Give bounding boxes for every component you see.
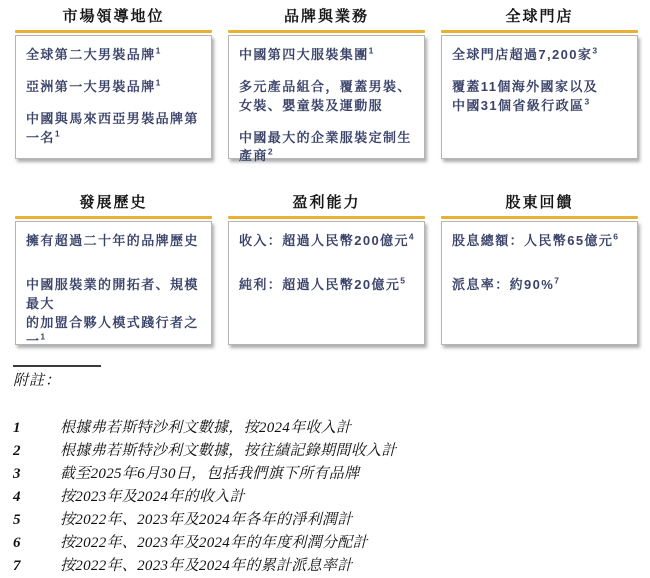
footnotes-divider-line <box>13 365 101 367</box>
footnote-item <box>13 440 638 463</box>
card-point <box>239 46 416 65</box>
highlight-card <box>15 6 212 159</box>
card-title: 全球門店 <box>505 8 574 25</box>
card-point <box>26 78 203 97</box>
highlight-card <box>441 192 638 345</box>
card-title: 股東回饋 <box>505 194 574 211</box>
card-body-box <box>228 35 425 164</box>
card-point-line: 的加盟合夥人模式踐行者之一 <box>26 314 199 349</box>
highlight-card <box>228 6 425 164</box>
footnote-reference: 3 <box>592 45 598 56</box>
card-point <box>26 110 203 148</box>
footnote-text: 根據弗若斯特沙利文數據，按往績記錄期間收入計 <box>60 443 397 459</box>
card-title: 市場領導地位 <box>62 8 165 25</box>
card-body-box <box>15 35 212 159</box>
card-point-line: 中國31個省級行政區 <box>452 97 585 113</box>
card-point <box>239 232 416 251</box>
card-point <box>239 78 416 116</box>
card-point <box>26 232 203 251</box>
card-point <box>452 276 629 295</box>
card-point-line: 中國與馬來西亞男裝品牌第一名 <box>26 110 199 145</box>
footnote-text: 截至2025年6月30日，包括我們旗下所有品牌 <box>60 466 360 482</box>
footnote-item <box>13 555 638 578</box>
footnote-item <box>13 532 638 555</box>
footnote-text: 按2022年、2023年及2024年的累計派息率計 <box>60 558 353 574</box>
footnote-item <box>13 486 638 509</box>
footnote-item <box>13 509 638 532</box>
footnote-reference: 1 <box>155 77 161 88</box>
highlight-cards-row-1 <box>15 6 650 164</box>
card-body-box <box>441 221 638 345</box>
footnote-reference: 1 <box>54 128 60 139</box>
footnote-item <box>13 463 638 486</box>
highlight-cards-row-2 <box>15 192 650 349</box>
card-point-line: 中國第四大服裝集團 <box>239 47 369 62</box>
card-point-line: 多元產品組合，覆蓋男裝、 <box>239 78 412 94</box>
footnote-reference: 4 <box>408 231 414 242</box>
highlight-card <box>441 6 638 159</box>
card-gold-underline <box>441 30 638 33</box>
footnote-number: 6 <box>13 535 21 551</box>
footnote-number: 7 <box>13 558 21 574</box>
footnote-number: 3 <box>13 466 21 482</box>
card-point-line: 收入：超過人民幣200億元 <box>239 233 409 248</box>
card-point <box>26 276 203 351</box>
footnote-reference: 5 <box>400 275 405 286</box>
footnote-reference: 6 <box>613 231 618 242</box>
card-point <box>452 78 629 116</box>
card-point-line: 全球門店超過7,200家 <box>452 47 593 62</box>
card-body-box <box>15 221 212 349</box>
card-gold-underline <box>228 30 425 33</box>
footnote-item <box>13 417 638 440</box>
card-point-line: 亞洲第一大男裝品牌 <box>26 78 156 94</box>
card-point-line: 股息總額：人民幣65億元 <box>452 233 614 248</box>
footnote-reference: 2 <box>267 147 273 158</box>
card-point-line: 中國最大的企業服裝定制生產商 <box>239 129 412 164</box>
footnote-text: 按2022年、2023年及2024年各年的淨利潤計 <box>60 512 353 528</box>
card-point <box>452 232 629 251</box>
highlight-card <box>228 192 425 345</box>
card-point-line: 擁有超過二十年的品牌歷史 <box>26 233 199 248</box>
card-gold-underline <box>15 30 212 33</box>
footnotes-label: 附註： <box>13 373 62 389</box>
footnote-text: 按2022年、2023年及2024年的年度利潤分配計 <box>60 535 368 551</box>
footnote-reference: 1 <box>368 45 374 56</box>
card-body-box <box>228 221 425 345</box>
card-point <box>26 46 203 65</box>
card-gold-underline <box>441 216 638 219</box>
card-title: 發展歷史 <box>79 194 148 211</box>
footnote-reference: 7 <box>554 275 559 286</box>
card-point-line: 全球第二大男裝品牌 <box>26 47 156 62</box>
card-point-line: 中國服裝業的開拓者、規模最大 <box>26 276 199 311</box>
footnote-number: 5 <box>13 512 21 528</box>
card-title: 盈利能力 <box>292 194 361 211</box>
footnote-reference: 3 <box>584 96 590 107</box>
card-point <box>239 129 416 167</box>
card-point-line: 純利：超過人民幣20億元 <box>239 276 401 292</box>
footnote-text: 根據弗若斯特沙利文數據，按2024年收入計 <box>60 420 352 436</box>
card-point-line: 派息率：約90% <box>452 276 555 292</box>
footnote-text: 按2023年及2024年的收入計 <box>60 489 245 505</box>
card-title: 品牌與業務 <box>283 8 369 25</box>
footnotes-section <box>13 365 638 578</box>
footnote-reference: 1 <box>155 45 161 56</box>
footnote-number: 4 <box>13 489 21 505</box>
card-point <box>452 46 629 65</box>
card-point-line: 女裝、嬰童裝及運動服 <box>239 97 384 113</box>
footnotes-list <box>13 417 638 578</box>
footnote-number: 2 <box>13 443 21 459</box>
card-point <box>239 276 416 295</box>
card-body-box <box>441 35 638 159</box>
card-gold-underline <box>15 216 212 219</box>
footnote-reference: 1 <box>40 332 46 343</box>
card-gold-underline <box>228 216 425 219</box>
highlight-card <box>15 192 212 349</box>
card-point-line: 覆蓋11個海外國家以及 <box>452 78 599 94</box>
footnote-number: 1 <box>13 420 21 436</box>
